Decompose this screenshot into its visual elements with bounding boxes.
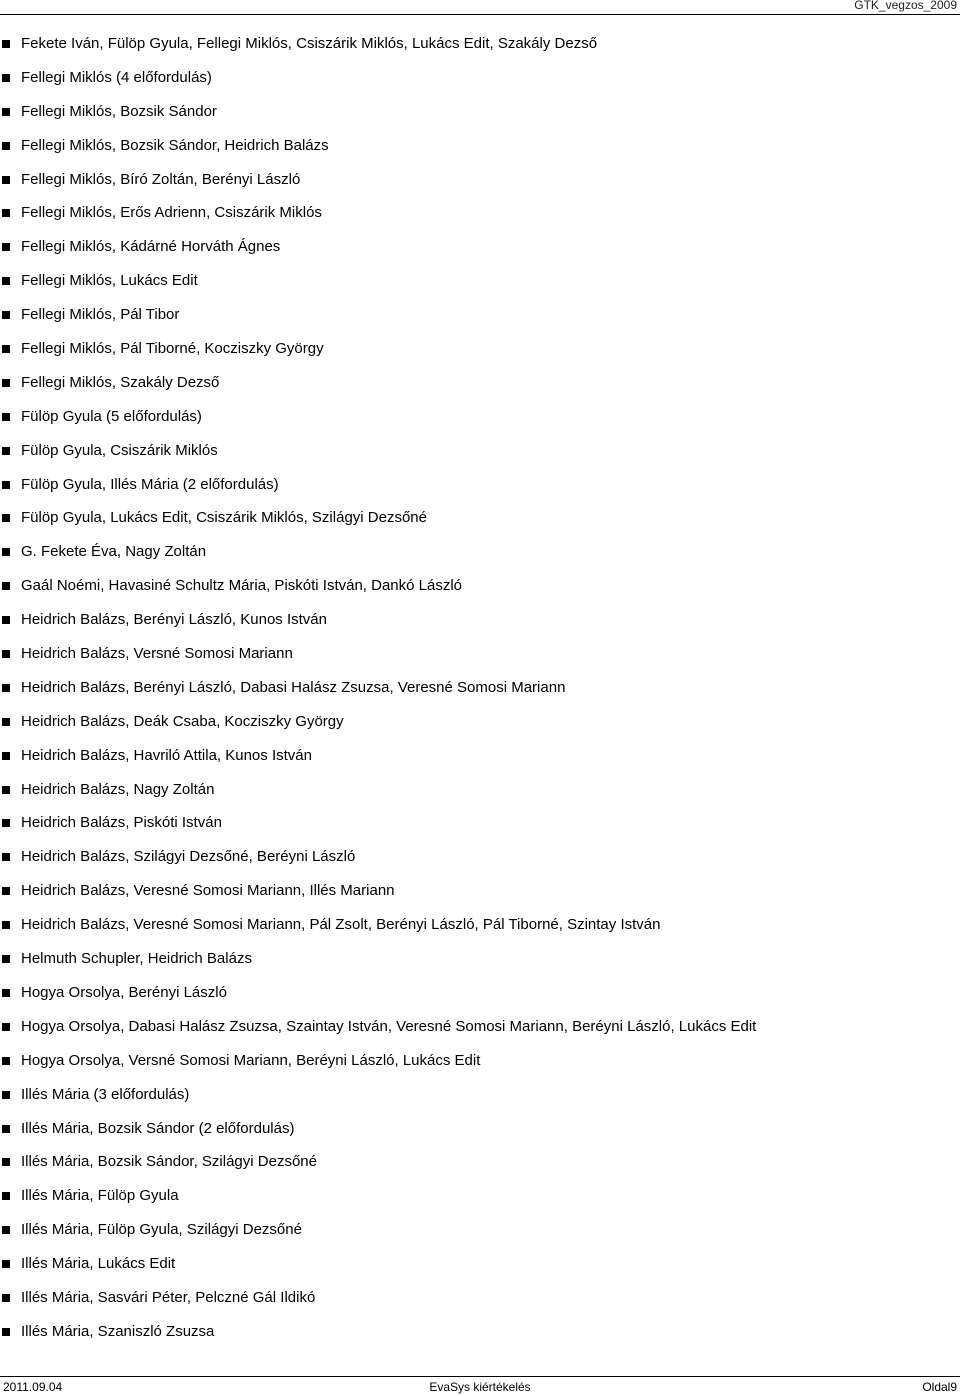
square-bullet-icon	[2, 582, 10, 590]
list-item-text: Illés Mária, Szaniszló Zsuzsa	[21, 1322, 215, 1340]
list-item	[0, 773, 960, 807]
list-item-text: Fellegi Miklós (4 előfordulás)	[21, 68, 212, 86]
square-bullet-icon	[2, 379, 10, 387]
list-item-text: Heidrich Balázs, Piskóti István	[21, 814, 222, 832]
list-item	[0, 1247, 960, 1281]
list-item	[0, 976, 960, 1010]
square-bullet-icon	[2, 1260, 10, 1268]
list-item	[0, 1213, 960, 1247]
list-item-text: Fekete Iván, Fülöp Gyula, Fellegi Miklós, Csiszárik Miklós, Lukács Edit, Szakály Dezső	[21, 35, 598, 52]
list-item	[0, 603, 960, 637]
list-item-text: Hogya Orsolya, Dabasi Halász Zsuzsa, Szaintay István, Veresné Somosi Mariann, Beréyni László, Lukács Edit	[21, 1017, 757, 1035]
list-item-text: Heidrich Balázs, Veresné Somosi Mariann, Illés Mariann	[21, 882, 395, 900]
square-bullet-icon	[2, 311, 10, 319]
list-item-text: Illés Mária, Lukács Edit	[21, 1255, 176, 1273]
list-item	[0, 840, 960, 874]
list-item-text: Illés Mária, Bozsik Sándor (2 előfordulás)	[21, 1119, 295, 1137]
page-number: Oldal9	[922, 1380, 957, 1394]
list-item-text: Fellegi Miklós, Lukács Edit	[21, 272, 198, 290]
square-bullet-icon	[2, 786, 10, 794]
square-bullet-icon	[2, 413, 10, 421]
list-item-text: Fellegi Miklós, Bozsik Sándor, Heidrich Balázs	[21, 136, 329, 154]
square-bullet-icon	[2, 718, 10, 726]
list-item	[0, 671, 960, 705]
list-item	[0, 1315, 960, 1349]
square-bullet-icon	[2, 955, 10, 963]
list-item	[0, 230, 960, 264]
square-bullet-icon	[2, 40, 10, 48]
list-item-text: Fellegi Miklós, Szakály Dezső	[21, 373, 220, 391]
list-item	[0, 332, 960, 366]
list-item-text: Heidrich Balázs, Veresné Somosi Mariann, Pál Zsolt, Berényi László, Pál Tiborné, Szintay István	[21, 916, 661, 934]
list-item	[0, 366, 960, 400]
square-bullet-icon	[2, 209, 10, 217]
page-footer	[0, 1376, 960, 1396]
list-item	[0, 739, 960, 773]
list-item-text: Fülöp Gyula, Lukács Edit, Csiszárik Miklós, Szilágyi Dezsőné	[21, 509, 427, 527]
square-bullet-icon	[2, 684, 10, 692]
list-item	[0, 705, 960, 739]
list-item-text: Illés Mária, Bozsik Sándor, Szilágyi Dezsőné	[21, 1153, 317, 1171]
list-item-text: Illés Mária, Fülöp Gyula, Szilágyi Dezsőné	[21, 1221, 302, 1239]
square-bullet-icon	[2, 481, 10, 489]
square-bullet-icon	[2, 1125, 10, 1133]
list-item	[0, 61, 960, 95]
square-bullet-icon	[2, 74, 10, 82]
square-bullet-icon	[2, 1057, 10, 1065]
square-bullet-icon	[2, 887, 10, 895]
square-bullet-icon	[2, 514, 10, 522]
square-bullet-icon	[2, 1226, 10, 1234]
list-item-text: Heidrich Balázs, Szilágyi Dezsőné, Beréyni László	[21, 848, 356, 866]
list-item	[0, 637, 960, 671]
square-bullet-icon	[2, 447, 10, 455]
list-item-text: Fellegi Miklós, Kádárné Horváth Ágnes	[21, 238, 281, 256]
list-item-text: Fellegi Miklós, Erős Adrienn, Csiszárik Miklós	[21, 204, 322, 222]
list-item	[0, 1179, 960, 1213]
list-item	[0, 27, 960, 61]
square-bullet-icon	[2, 1158, 10, 1166]
square-bullet-icon	[2, 1192, 10, 1200]
square-bullet-icon	[2, 853, 10, 861]
square-bullet-icon	[2, 1023, 10, 1031]
list-item-text: Fülöp Gyula, Csiszárik Miklós	[21, 441, 218, 459]
list-item-text: Heidrich Balázs, Havriló Attila, Kunos István	[21, 746, 312, 764]
list-item	[0, 196, 960, 230]
list-item	[0, 95, 960, 129]
list-item-text: Heidrich Balázs, Nagy Zoltán	[21, 780, 215, 798]
list-item-text: Heidrich Balázs, Berényi László, Kunos István	[21, 611, 327, 629]
square-bullet-icon	[2, 243, 10, 251]
list-item-text: Illés Mária (3 előfordulás)	[21, 1085, 190, 1103]
list-item	[0, 1145, 960, 1179]
square-bullet-icon	[2, 819, 10, 827]
list-item-text: Heidrich Balázs, Berényi László, Dabasi Halász Zsuzsa, Veresné Somosi Mariann	[21, 678, 566, 696]
list-item-text: Hogya Orsolya, Versné Somosi Mariann, Beréyni László, Lukács Edit	[21, 1051, 481, 1069]
list-item	[0, 942, 960, 976]
list-item	[0, 129, 960, 163]
list-item-text: Illés Mária, Sasvári Péter, Pelczné Gál Ildikó	[21, 1288, 316, 1306]
square-bullet-icon	[2, 616, 10, 624]
square-bullet-icon	[2, 176, 10, 184]
list-item	[0, 806, 960, 840]
square-bullet-icon	[2, 142, 10, 150]
list-item-text: Fellegi Miklós, Pál Tibor	[21, 306, 180, 324]
square-bullet-icon	[2, 650, 10, 658]
list-item	[0, 1281, 960, 1315]
list-item-text: Hogya Orsolya, Berényi László	[21, 983, 227, 1001]
footer-date: 2011.09.04	[3, 1380, 63, 1394]
square-bullet-icon	[2, 1091, 10, 1099]
list-item	[0, 163, 960, 197]
list-item-text: Helmuth Schupler, Heidrich Balázs	[21, 950, 252, 968]
list-item	[0, 501, 960, 535]
square-bullet-icon	[2, 548, 10, 556]
page-header	[0, 0, 960, 15]
list-item-text: Heidrich Balázs, Deák Csaba, Kocziszky György	[21, 712, 344, 730]
answer-list	[0, 27, 960, 1349]
list-item-text: Fellegi Miklós, Bozsik Sándor	[21, 102, 217, 120]
list-item	[0, 1078, 960, 1112]
list-item	[0, 1010, 960, 1044]
list-item	[0, 434, 960, 468]
list-item-text: Heidrich Balázs, Versné Somosi Mariann	[21, 645, 293, 663]
list-item-text: Illés Mária, Fülöp Gyula	[21, 1187, 179, 1205]
list-item-text: Fülöp Gyula, Illés Mária (2 előfordulás)	[21, 475, 279, 493]
list-item	[0, 1112, 960, 1146]
list-item-text: Gaál Noémi, Havasiné Schultz Mária, Piskóti István, Dankó László	[21, 577, 463, 595]
list-item	[0, 468, 960, 502]
square-bullet-icon	[2, 1294, 10, 1302]
square-bullet-icon	[2, 921, 10, 929]
list-item	[0, 400, 960, 434]
list-item-text: Fellegi Miklós, Pál Tiborné, Kocziszky György	[21, 340, 324, 358]
footer-report-name: EvaSys kiértékelés	[429, 1380, 531, 1394]
list-item	[0, 908, 960, 942]
square-bullet-icon	[2, 1328, 10, 1336]
list-item	[0, 874, 960, 908]
document-title: GTK_vegzos_2009	[854, 0, 957, 12]
list-item-text: Fülöp Gyula (5 előfordulás)	[21, 407, 202, 425]
list-item	[0, 1044, 960, 1078]
square-bullet-icon	[2, 345, 10, 353]
list-item	[0, 569, 960, 603]
square-bullet-icon	[2, 108, 10, 116]
list-item	[0, 535, 960, 569]
square-bullet-icon	[2, 277, 10, 285]
list-item	[0, 298, 960, 332]
square-bullet-icon	[2, 752, 10, 760]
square-bullet-icon	[2, 989, 10, 997]
list-item	[0, 264, 960, 298]
list-item-text: Fellegi Miklós, Bíró Zoltán, Berényi László	[21, 170, 301, 188]
list-item-text: G. Fekete Éva, Nagy Zoltán	[21, 543, 207, 561]
